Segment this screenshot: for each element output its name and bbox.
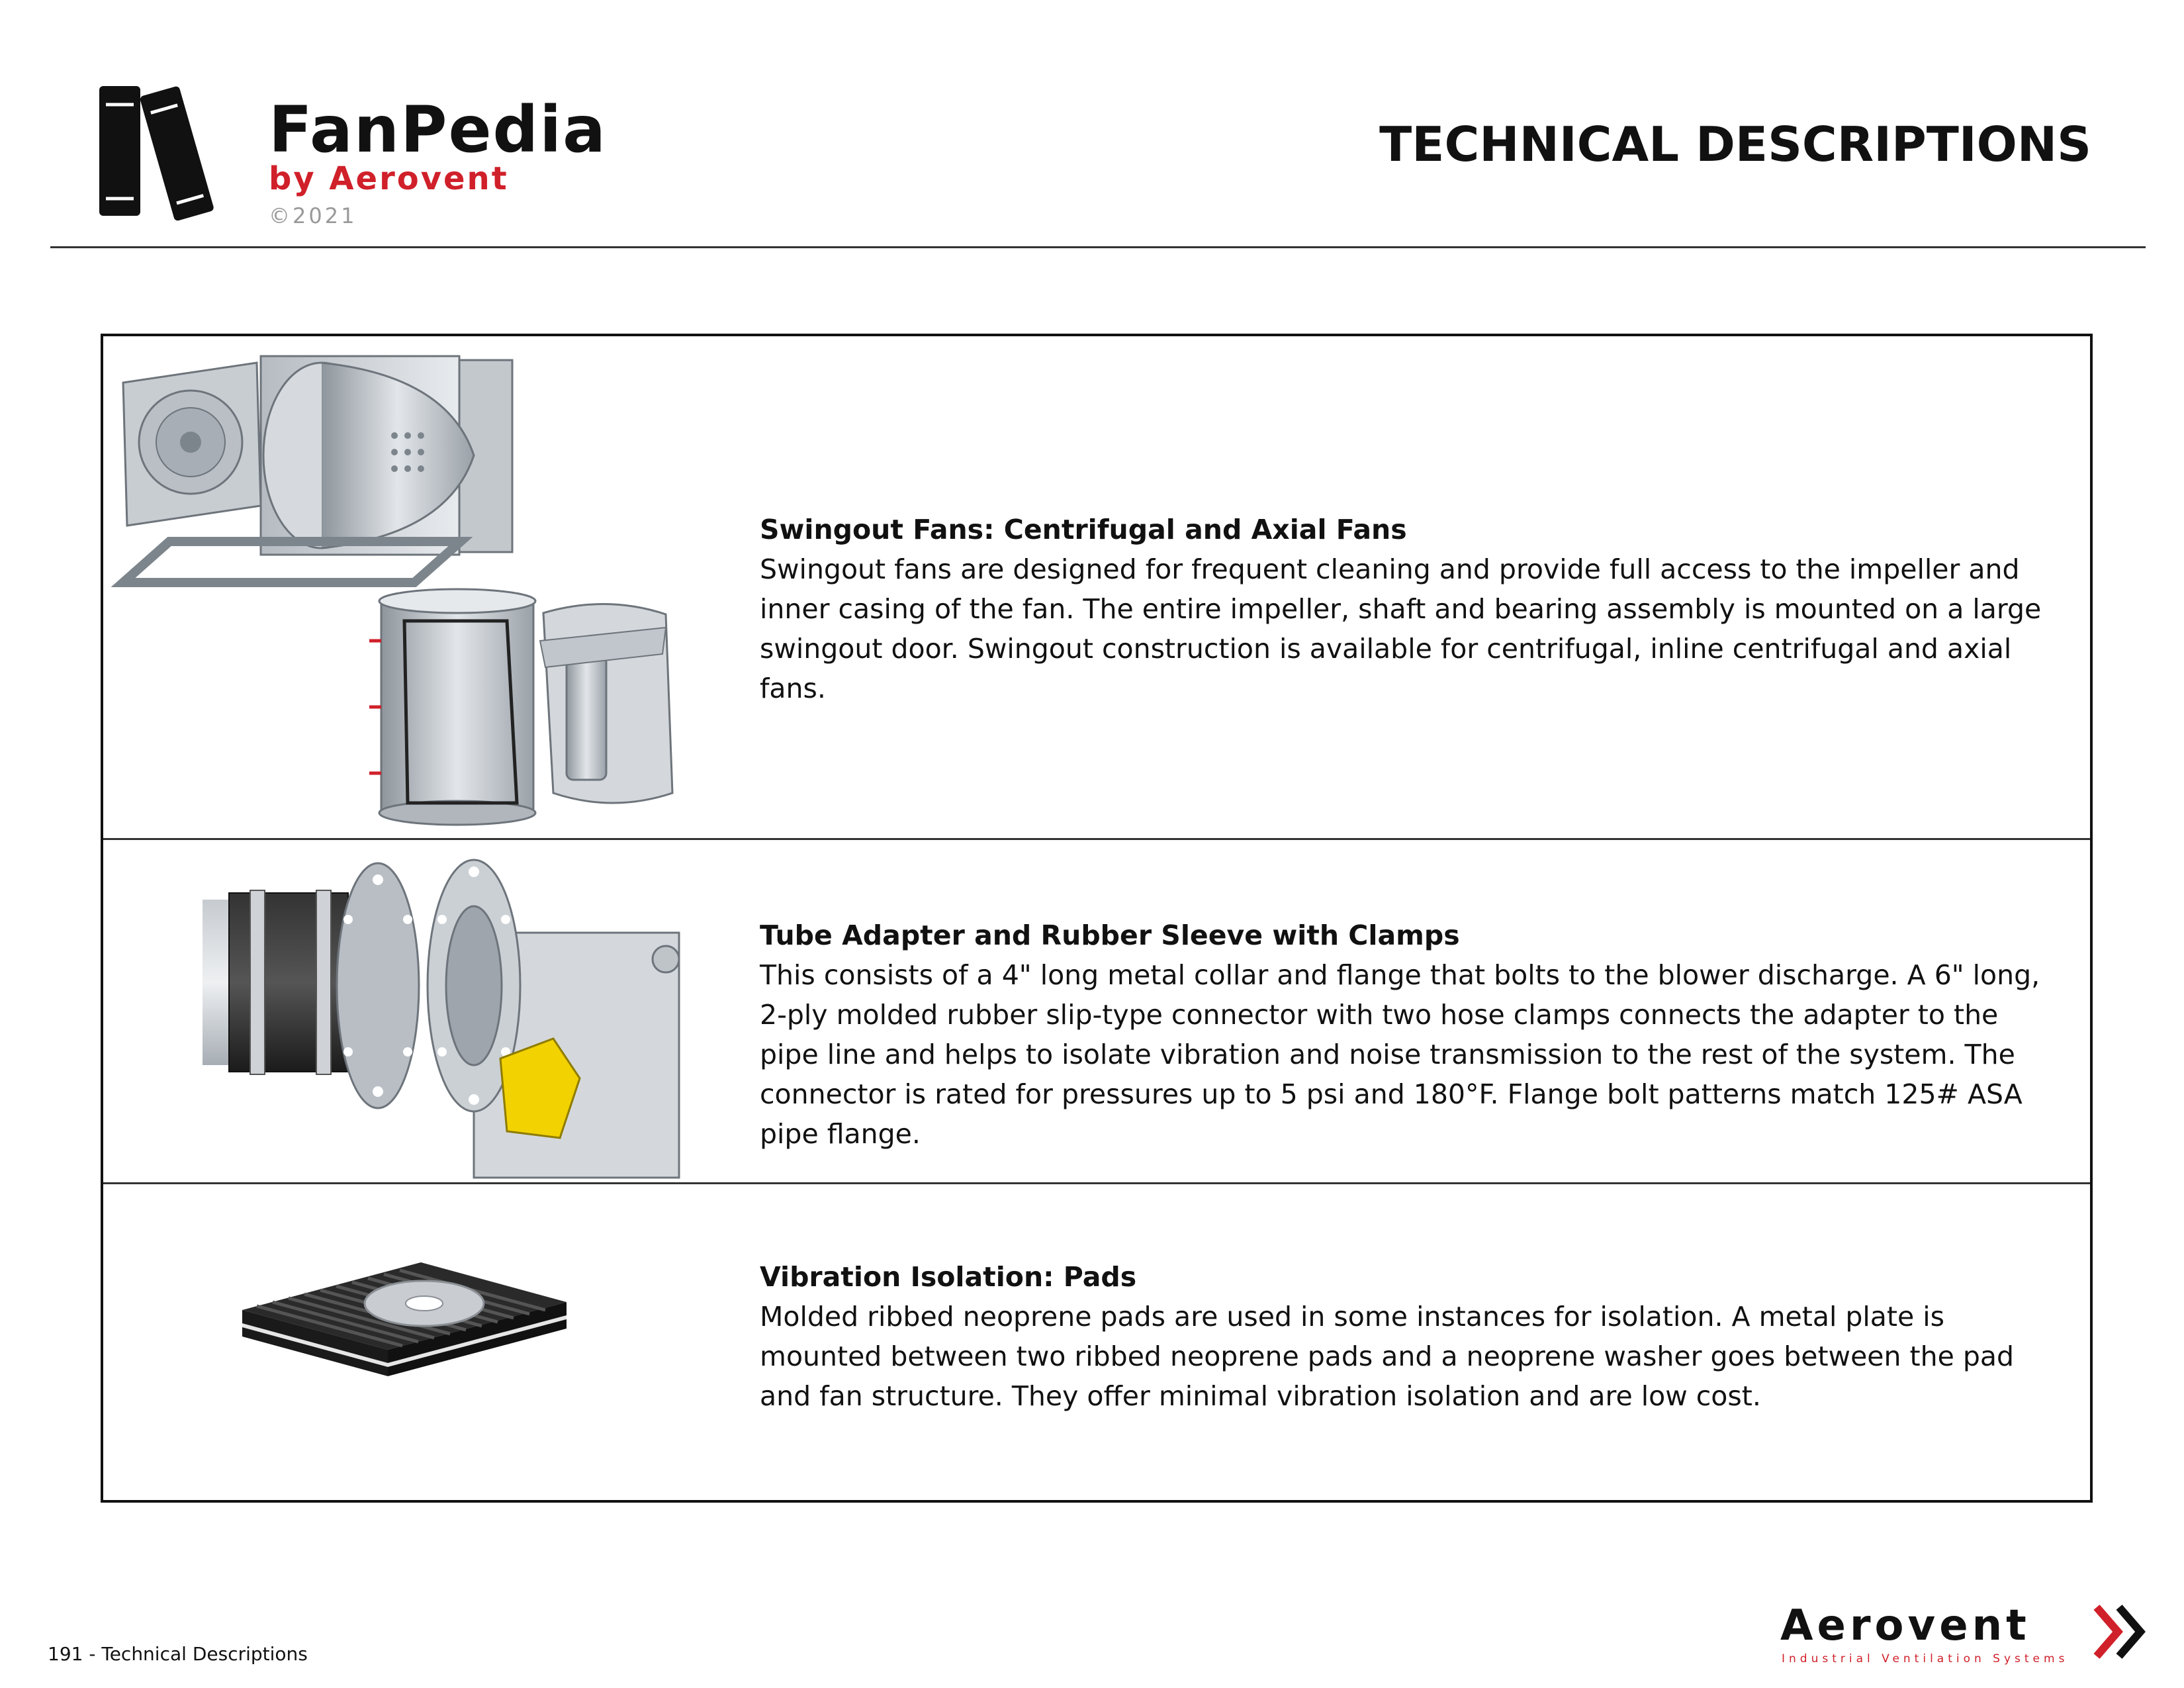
brand-tagline: Industrial Ventilation Systems — [1782, 1652, 2069, 1665]
logo-title: FanPedia — [269, 93, 607, 167]
item-heading: Vibration Isolation: Pads — [760, 1261, 1137, 1293]
logo-byline: by Aerovent — [269, 160, 509, 197]
isolation-pad-illustration — [103, 1184, 725, 1502]
description — [760, 510, 2057, 708]
swingout-fans-illustration — [103, 336, 725, 838]
item-body: Molded ribbed neoprene pads are used in some instances for isolation. A metal plate is mounted between two ribbed neoprene pads and a neoprene washer goes between the pad and fan structure. They offer minimal vibration isolation and are low cost. — [760, 1301, 2015, 1412]
books-logo-icon — [98, 78, 257, 224]
brand-name: Aerovent — [1780, 1601, 2030, 1650]
description — [760, 915, 2057, 1154]
aerovent-logo — [1780, 1601, 2151, 1677]
item-body: This consists of a 4" long metal collar and flange that bolts to the blower discharge. A 6" long, 2-ply molded rubber slip-type connector with two hose clamps connects the adapter to the pipe line and helps to isolate vibration and noise transmission to the rest of the system. The connector is rated for pressures up to 5 psi and 180°F. Flange bolt patterns match 125# ASA pipe flange. — [760, 959, 2040, 1150]
table-row — [103, 336, 2090, 838]
logo-copyright: ©2021 — [269, 203, 357, 228]
table-row — [103, 1182, 2090, 1500]
page-title: TECHNICAL DESCRIPTIONS — [1379, 117, 2091, 172]
item-heading: Tube Adapter and Rubber Sleeve with Clamps — [760, 919, 1460, 951]
fanpedia-logo — [98, 78, 667, 230]
item-heading: Swingout Fans: Centrifugal and Axial Fans — [760, 514, 1407, 545]
header-divider — [50, 246, 2146, 248]
description — [760, 1257, 2057, 1416]
table-row — [103, 838, 2090, 1182]
tube-adapter-illustration — [103, 840, 725, 1184]
chevron-double-right-icon — [2091, 1602, 2151, 1662]
page-number-label: 191 - Technical Descriptions — [48, 1643, 308, 1665]
description-table — [101, 334, 2093, 1503]
item-body: Swingout fans are designed for frequent cleaning and provide full access to the impeller and inner casing of the fan. The entire impeller, shaft and bearing assembly is mounted on a large swingout door. Swingout construction is available for centrifugal, inline centrifugal and axial fans. — [760, 553, 2042, 704]
